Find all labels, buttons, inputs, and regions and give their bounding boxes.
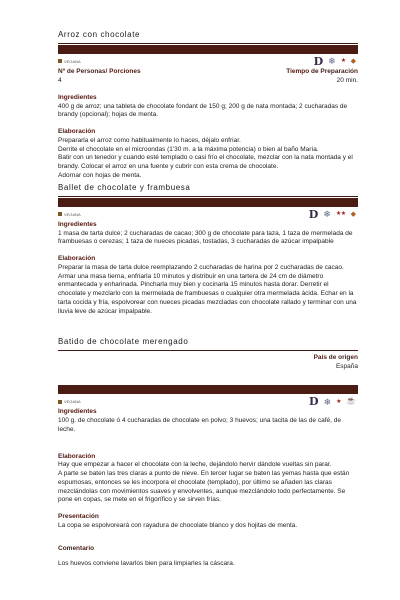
recipe-card <box>58 183 358 316</box>
meta-row <box>58 56 358 68</box>
cup-icon: ☕ <box>346 396 356 406</box>
elaboration-line: Prepararla el arroz como habitualmente lo haces, déjalo enfriar. <box>58 136 241 144</box>
title-bar <box>58 198 358 207</box>
comment-text: Los huevos conviene lavarlos bien para limpiarles la cáscara. <box>58 559 235 567</box>
elaboration-label: Elaboración <box>58 452 96 460</box>
ingredients-text: 1 masa de tarta dulce; 2 cucharadas de cacao; 300 g de chocolate para taza, 1 taza de mermelada de frambuesas o cerezas; 1 taza de nueces picadas, tostadas, 3 cucharadas de azúcar impalpable <box>58 229 353 246</box>
vegan-badge: VEGANA <box>58 59 81 64</box>
meta-row <box>58 209 358 221</box>
recipe-card <box>58 337 358 568</box>
elaboration-label: Elaboración <box>58 255 96 263</box>
tag-icon: ◆ <box>350 57 356 65</box>
time-value: 20 min. <box>336 76 358 84</box>
ingredients-label: Ingredientes <box>58 93 97 101</box>
title-bar <box>58 385 358 394</box>
two-stars-icon: ★★ <box>335 211 346 218</box>
ingredients-label: Ingredientes <box>58 408 97 416</box>
elaboration-line: Batir con un tenedor y cuando esté templado o casi frío el chocolate, mezclar con la nata montada y el brandy. Colocar el arroz en una fuente y cubrir con esta crema de chocolate. <box>58 154 353 171</box>
recipe-title: Arroz con chocolate <box>58 30 358 44</box>
comment-label: Comentario <box>58 544 95 552</box>
recipe-icons <box>309 209 356 220</box>
origin-block <box>58 354 358 372</box>
elaboration-line: Hay que empezar a hacer el chocolate con la leche, dejándolo hervir dándole vueltas sin parar. <box>58 461 332 469</box>
snowflake-icon: ❄ <box>323 209 331 220</box>
ingredients-text: 400 g de arroz; una tableta de chocolate fondant de 150 g; 200 g de nata montada; 2 cucharadas de brandy (opcional); hojas de menta. <box>58 102 348 119</box>
meta-row <box>58 396 358 408</box>
letter-d-icon: D <box>309 395 319 409</box>
title-bar <box>58 45 358 54</box>
ingredients-label: Ingredientes <box>58 220 97 228</box>
elaboration-line: Adornar con hojas de menta. <box>58 171 142 179</box>
snowflake-icon: ❄ <box>328 56 336 67</box>
tag-icon: ◆ <box>350 210 356 218</box>
vegan-icon <box>58 400 62 404</box>
vegan-icon <box>58 59 62 63</box>
elaboration-text: Preparar la masa de tarta dulce reemplazando 2 cucharadas de harina por 2 cucharadas de cacao. Armar una masa tierna, enfriarla 10 minutos y distribuir en una tartera de 24 cm de diámetro enmantecada y enharinada. Pincharla muy bien y cocinarla 15 minutos hasta dorar. Derretir el chocolate y mezclarlo con la mermelada de frambuesas o cualquier otra mermelada ácida. Echar en la tarta cocida y fría, espolvorear con nueces picadas mezcladas con chocolate rallado y terminar con una lluvia leve de azúcar impalpable. <box>58 263 357 315</box>
letter-d-icon: D <box>313 54 324 68</box>
persons-label: Nº de Personas/ Porciones <box>58 67 141 75</box>
vegan-badge: VEGANA <box>58 399 81 404</box>
ingredients-text: 100 g. de chocolate ó 4 cucharadas de chocolate en polvo; 3 huevos; una tacita de las de café, de leche. <box>58 417 341 433</box>
elaboration-label: Elaboración <box>58 128 96 136</box>
elaboration-line: A parte se baten las tres claras a punto de nieve. En tercer lugar se baten las yemas hasta que están espumosas, entonces se les incorpora el chocolate (templado), por último se añaden las claras mezclándolas con movimientos suaves y envolventes, aunque mezclándolo todo perfectamente. Se pone en copas, se mete en el frigorífico y se sirven frías. <box>58 470 350 504</box>
recipe-icons <box>314 56 356 67</box>
vegan-badge: VEGANA <box>58 212 81 217</box>
elaboration-line: Derrite el chocolate en el microondas (1'30 m. a la máxima potencia) o bien al baño María. <box>58 145 319 153</box>
star-icon: ★ <box>336 398 342 405</box>
origin-label: País de origen <box>313 353 358 361</box>
persons-value: 4 <box>58 76 62 84</box>
time-label: Tiempo de Preparación <box>286 67 358 75</box>
origin-value: España <box>335 362 358 370</box>
recipe-card <box>58 30 358 181</box>
recipe-icons <box>309 396 356 407</box>
presentation-label: Presentación <box>58 513 99 521</box>
presentation-text: La copa se espolvoreará con rayadura de chocolate blanco y dos hojitas de menta. <box>58 521 298 529</box>
recipe-title: Ballet de chocolate y frambuesa <box>58 183 358 197</box>
vegan-icon <box>58 212 62 216</box>
recipe-title: Batido de chocolate merengado <box>58 337 358 351</box>
star-icon: ★ <box>340 58 346 65</box>
persons-time-row <box>58 68 358 84</box>
snowflake-icon: ❄ <box>323 396 332 407</box>
letter-d-icon: D <box>308 207 319 221</box>
